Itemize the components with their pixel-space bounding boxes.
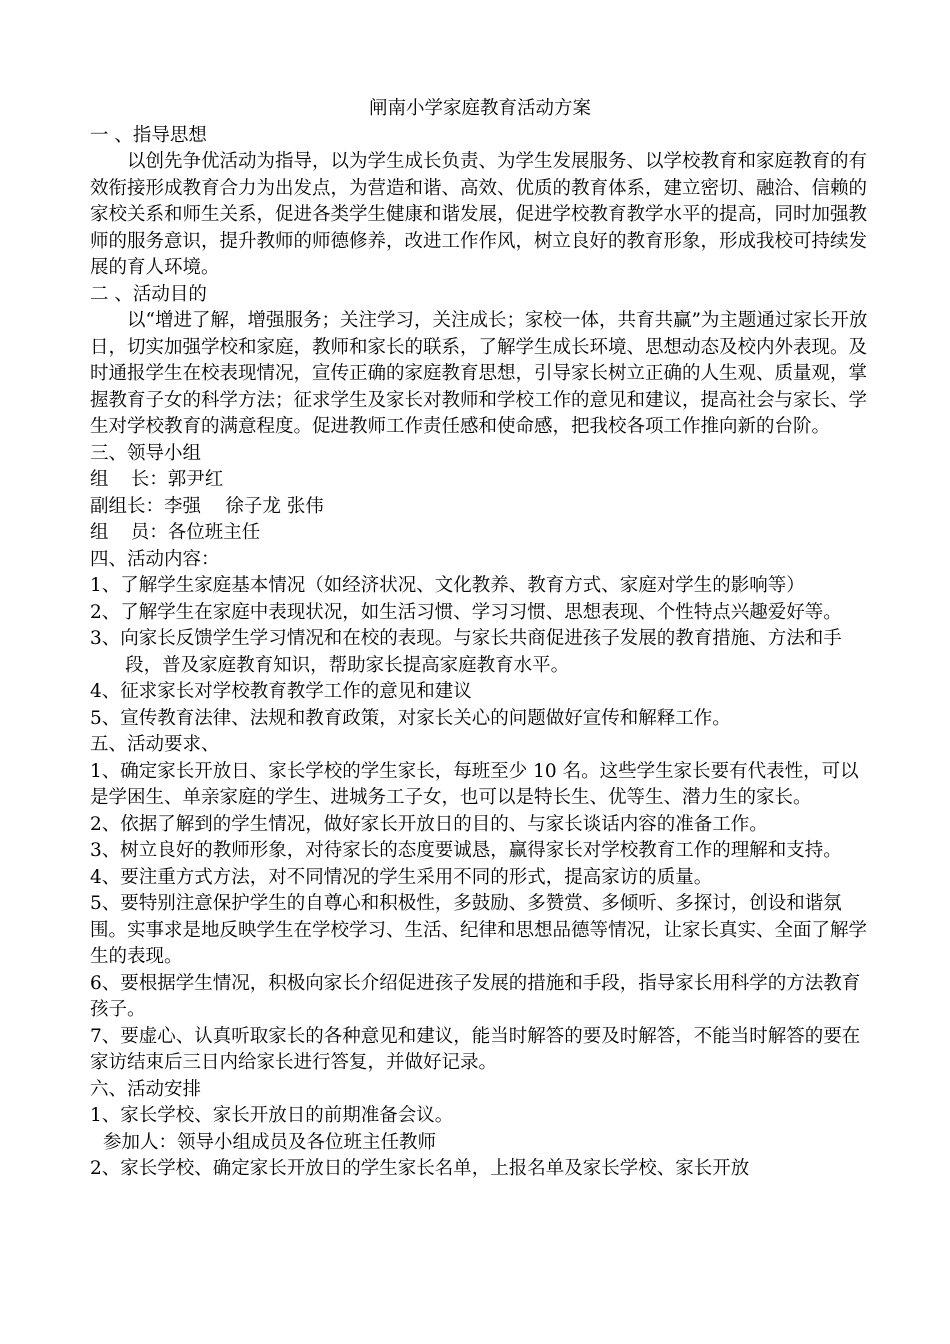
requirement-item: 4、要注重方式方法，对不同情况的学生采用不同的形式，提高家访的质量。 <box>90 866 713 888</box>
schedule-item: 1、家长学校、家长开放日的前期准备会议。 <box>90 1105 454 1126</box>
content-item: 4、征求家长对学校教育教学工作的意见和建议 <box>90 681 472 702</box>
schedule-item: 2、家长学校、确定家长开放日的学生家长名单，上报名单及家长学校、家长开放 <box>90 1158 750 1179</box>
group-leader-label: 组 <box>90 469 109 490</box>
group-member-names: 员：各位班主任 <box>130 522 261 543</box>
requirement-item: 6、要根据学生情况，积极向家长介绍促进孩子发展的措施和手段，指导家长用科学的方法教育孩子。 <box>90 972 861 1020</box>
section-2-heading: 二 、活动目的 <box>90 283 207 305</box>
group-member-label: 组 <box>90 522 109 543</box>
requirement-item: 3、树立良好的教师形象，对待家长的态度要诚恳，赢得家长对学校教育工作的理解和支持。 <box>90 840 842 861</box>
requirement-item: 5、要特别注意保护学生的自尊心和积极性，多鼓励、多赞赏、多倾听、多探讨，创设和谐氛围。实事求是地反映学生在学校学习、生活、纪律和思想品德等情况，让家长真实、全面了解学生的表现。 <box>90 893 868 967</box>
vice-leader-line: 副组长：李强 徐子龙 张伟 <box>90 495 324 517</box>
content-item: 5、宣传教育法律、法规和教育政策，对家长关心的问题做好宣传和解释工作。 <box>90 707 731 729</box>
group-leader-line <box>90 467 870 494</box>
document-page <box>90 96 870 1183</box>
section-5-heading: 五、活动要求、 <box>90 734 220 755</box>
doc-title: 闸南小学家庭教育活动方案 <box>368 98 591 119</box>
section-6-heading: 六、活动安排 <box>90 1078 202 1100</box>
section-3-heading: 三、领导小组 <box>90 442 202 464</box>
section-1-paragraph: 以创先争优活动为指导，以为学生成长负责、为学生发展服务、以学校教育和家庭教育的有效衔接形成教育合力为出发点，为营造和谐、高效、优质的教育体系，建立密切、融洽、信赖的家校关系和师生关系，促进各类学生健康和谐发展，促进学校教育教学水平的提高，同时加强教师的服务意识，提升教师的师德修养，改进工作作风，树立良好的教育形象，形成我校可持续发展的育人环境。 <box>90 151 868 278</box>
section-2-paragraph: 以“增进了解，增强服务；关注学习，关注成长；家校一体，共育共赢”为主题通过家长开放日，切实加强学校和家庭，教师和家长的联系，了解学生成长环境、思想动态及校内外表现。及时通报学生在校表现情况，宣传正确的家庭教育思想，引导家长树立正确的人生观、质量观，掌握教育子女的科学方法；征求学生及家长对教师和学校工作的意见和建议，提高社会与家长、学生对学校教育的满意程度。促进教师工作责任感和使命感，把我校各项工作推向新的台阶。 <box>90 310 868 437</box>
section-4-heading: 四、活动内容： <box>90 548 220 570</box>
requirement-item: 7、要虚心、认真听取家长的各种意见和建议，能当时解答的要及时解答，不能当时解答的要在家访结束后三日内给家长进行答复，并做好记录。 <box>90 1025 861 1073</box>
schedule-participants <box>90 1130 870 1157</box>
group-member-line <box>90 520 870 547</box>
section-1-heading: 一 、指导思想 <box>90 124 207 146</box>
content-item: 3、向家长反馈学生学习情况和在校的表现。与家长共商促进孩子发展的教育措施、方法和手段，普及家庭教育知识，帮助家长提高家庭教育水平。 <box>90 628 842 676</box>
group-leader-name: 长：郭尹红 <box>130 469 224 490</box>
content-item: 1、了解学生家庭基本情况（如经济状况、文化教养、教育方式、家庭对学生的影响等） <box>90 575 805 596</box>
content-item: 2、了解学生在家庭中表现状况，如生活习惯、学习习惯、思想表现、个性特点兴趣爱好等。 <box>90 601 842 623</box>
requirement-item: 2、依据了解到的学生情况，做好家长开放日的目的、与家长谈话内容的准备工作。 <box>90 813 768 835</box>
requirement-item: 1、确定家长开放日、家长学校的学生家长，每班至少 10 名。这些学生家长要有代表性，可以是学困生、单亲家庭的学生、进城务工子女，也可以是特长生、优等生、潜力生的家长。 <box>90 760 859 808</box>
participants-text: 参加人：领导小组成员及各位班主任教师 <box>102 1131 436 1153</box>
